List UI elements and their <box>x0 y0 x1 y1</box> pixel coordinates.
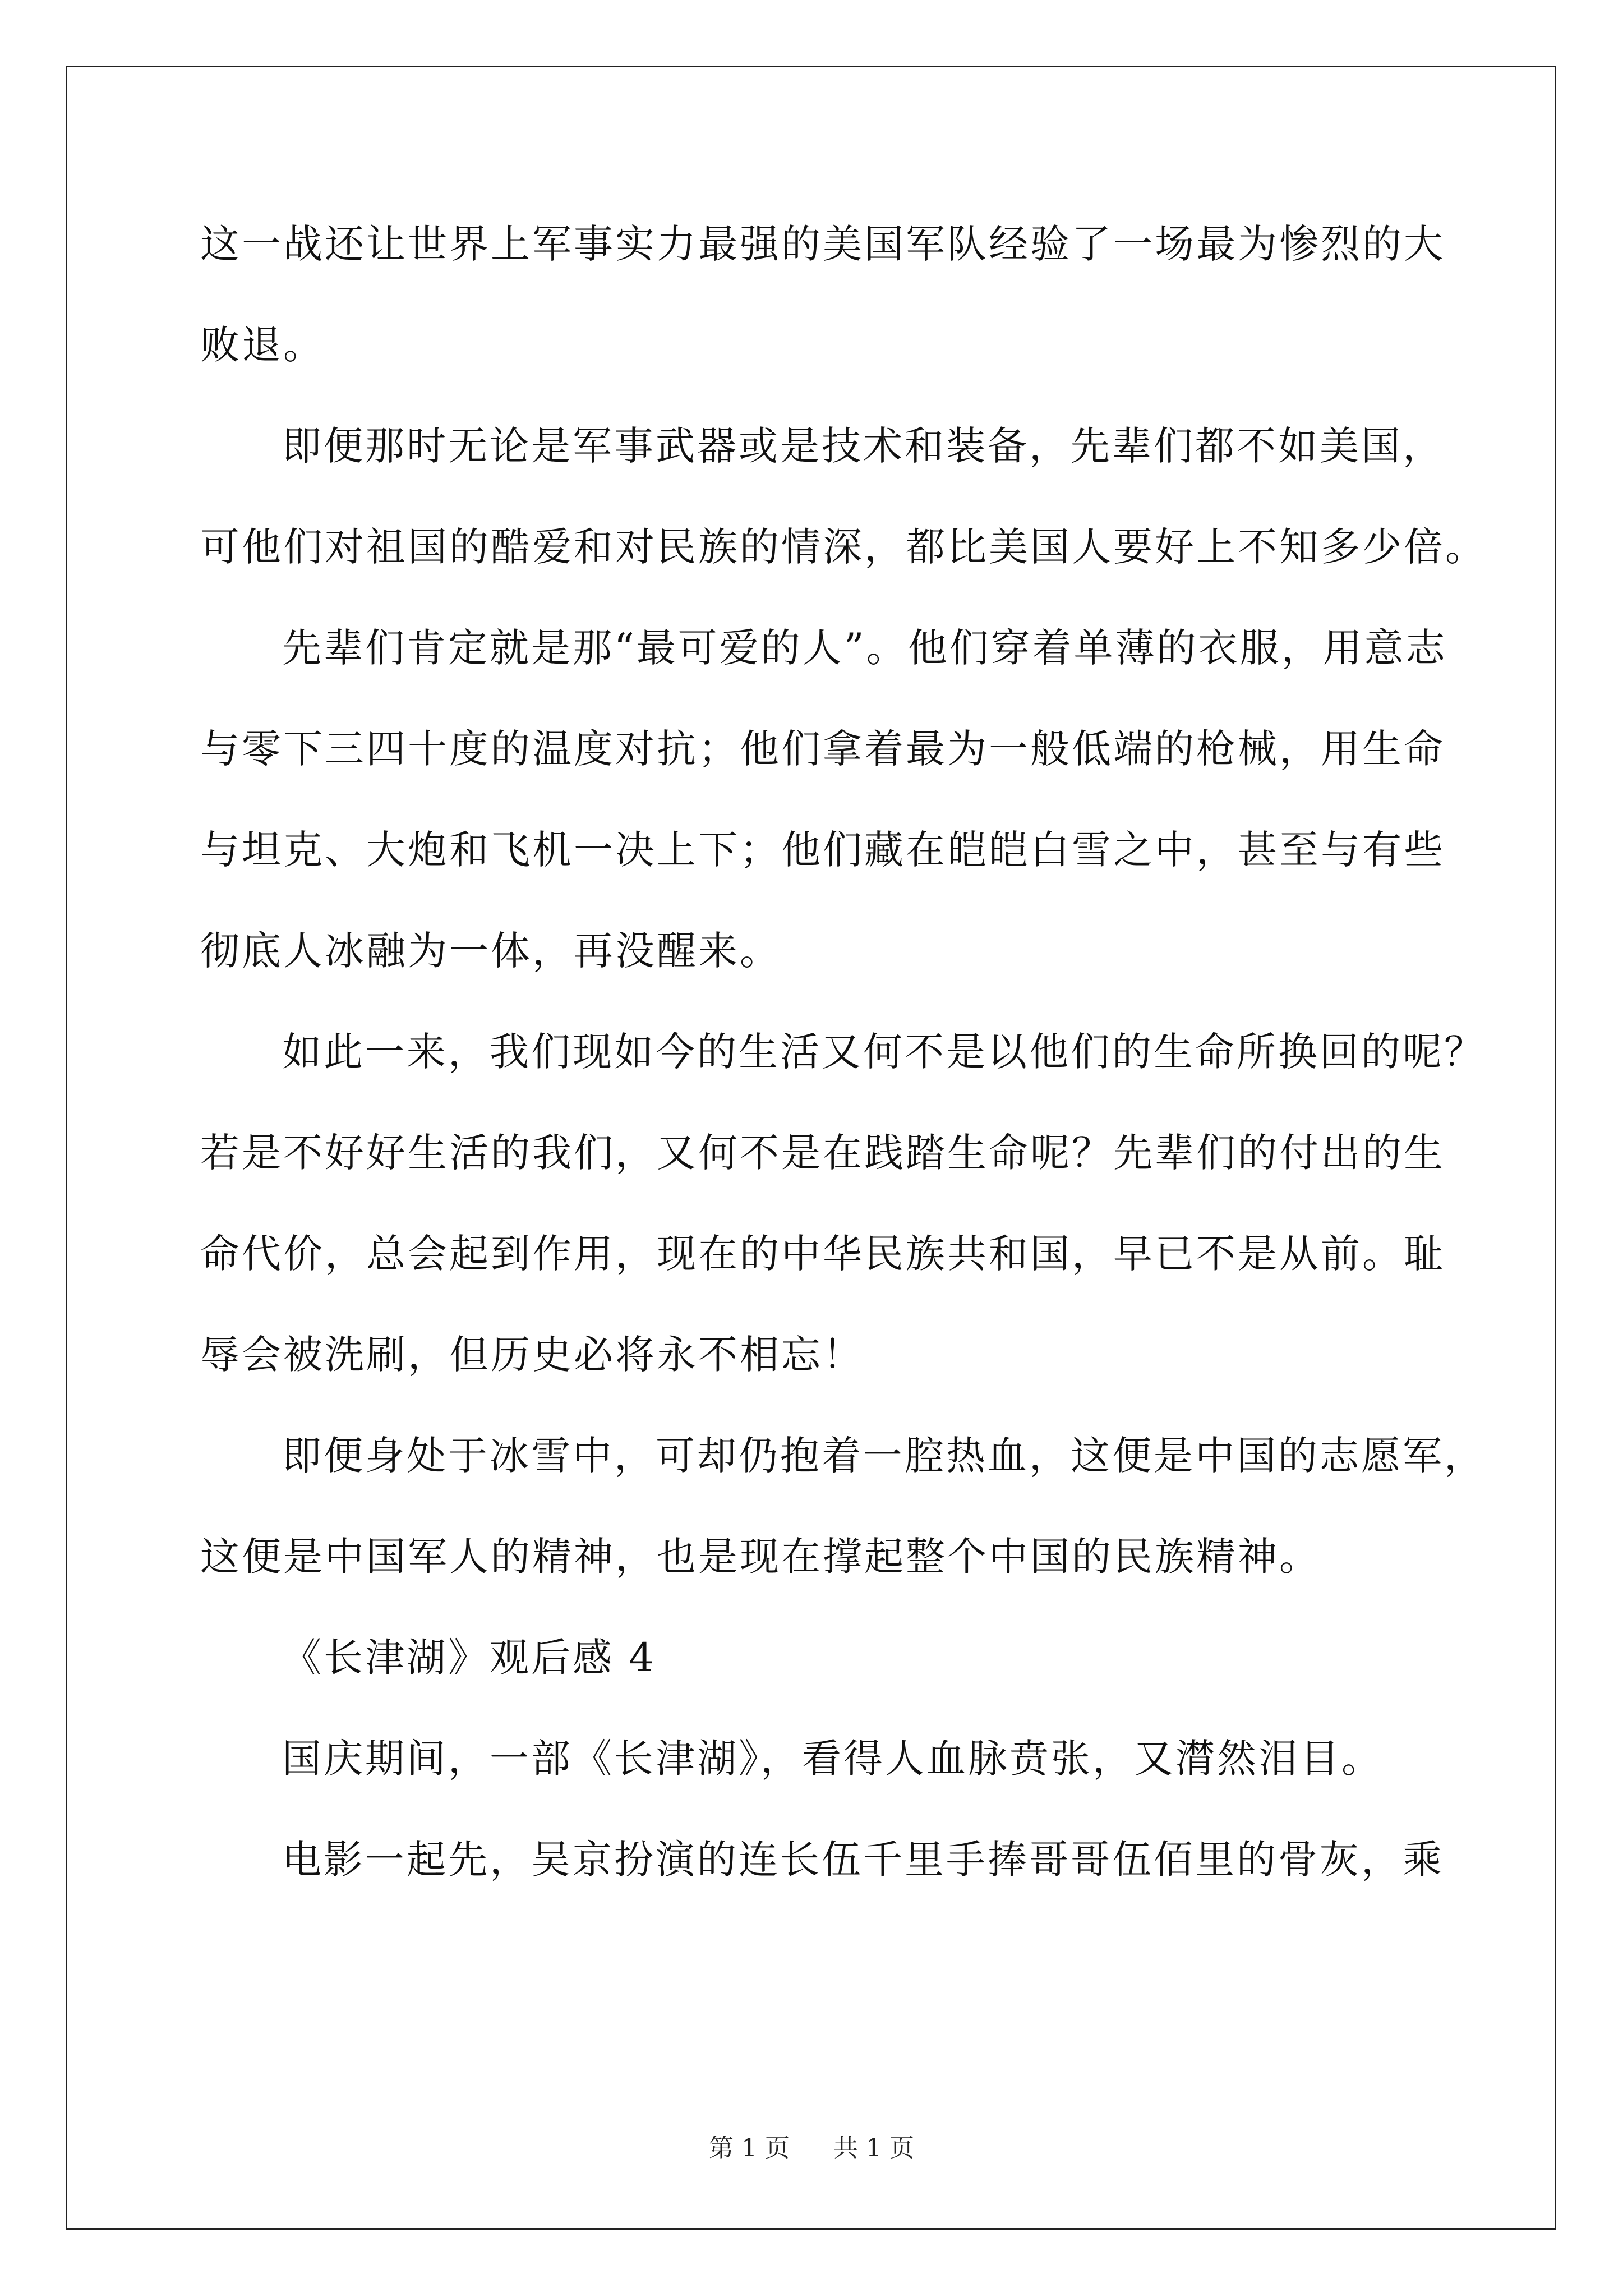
text-line: 败退。 <box>200 322 325 368</box>
text-line: 这一战还让世界上军事实力最强的美国军队经验了一场最为惨烈的大 <box>200 221 1445 267</box>
text-line: 这便是中国军人的精神，也是现在撑起整个中国的民族精神。 <box>200 1534 1321 1580</box>
text-line: 与坦克、大炮和飞机一决上下；他们藏在皑皑白雪之中，甚至与有些 <box>200 827 1445 873</box>
page-footer <box>0 2132 1623 2165</box>
text-line: 即便身处于冰雪中，可却仍抱着一腔热血，这便是中国的志愿军， <box>282 1433 1486 1479</box>
section-heading: 《长津湖》观后感 4 <box>282 1635 656 1681</box>
text-line: 彻底人冰融为一体，再没醒来。 <box>200 928 781 974</box>
text-line: 可他们对祖国的酷爱和对民族的情深，都比美国人要好上不知多少倍。 <box>200 524 1487 570</box>
text-line: 即便那时无论是军事武器或是技术和装备，先辈们都不如美国， <box>282 423 1444 469</box>
text-line: 电影一起先，吴京扮演的连长伍千里手捧哥哥伍佰里的骨灰，乘 <box>282 1837 1444 1883</box>
total-pages: 共 1 页 <box>833 2134 914 2162</box>
text-line: 与零下三四十度的温度对抗；他们拿着最为一般低端的枪械，用生命 <box>200 726 1445 772</box>
text-line: 国庆期间，一部《长津湖》，看得人血脉贲张，又潸然泪目。 <box>282 1736 1383 1782</box>
text-line: 如此一来，我们现如今的生活又何不是以他们的生命所换回的呢？ <box>282 1029 1486 1075</box>
text-line: 若是不好好生活的我们，又何不是在践踏生命呢？先辈们的付出的生 <box>200 1130 1445 1176</box>
text-line: 命代价，总会起到作用，现在的中华民族共和国，早已不是从前。耻 <box>200 1231 1445 1277</box>
text-line: 辱会被洗刷，但历史必将永不相忘！ <box>200 1332 864 1378</box>
text-line: 先辈们肯定就是那“最可爱的人”。他们穿着单薄的衣服，用意志 <box>282 625 1447 671</box>
page-number: 第 1 页 <box>709 2134 790 2162</box>
